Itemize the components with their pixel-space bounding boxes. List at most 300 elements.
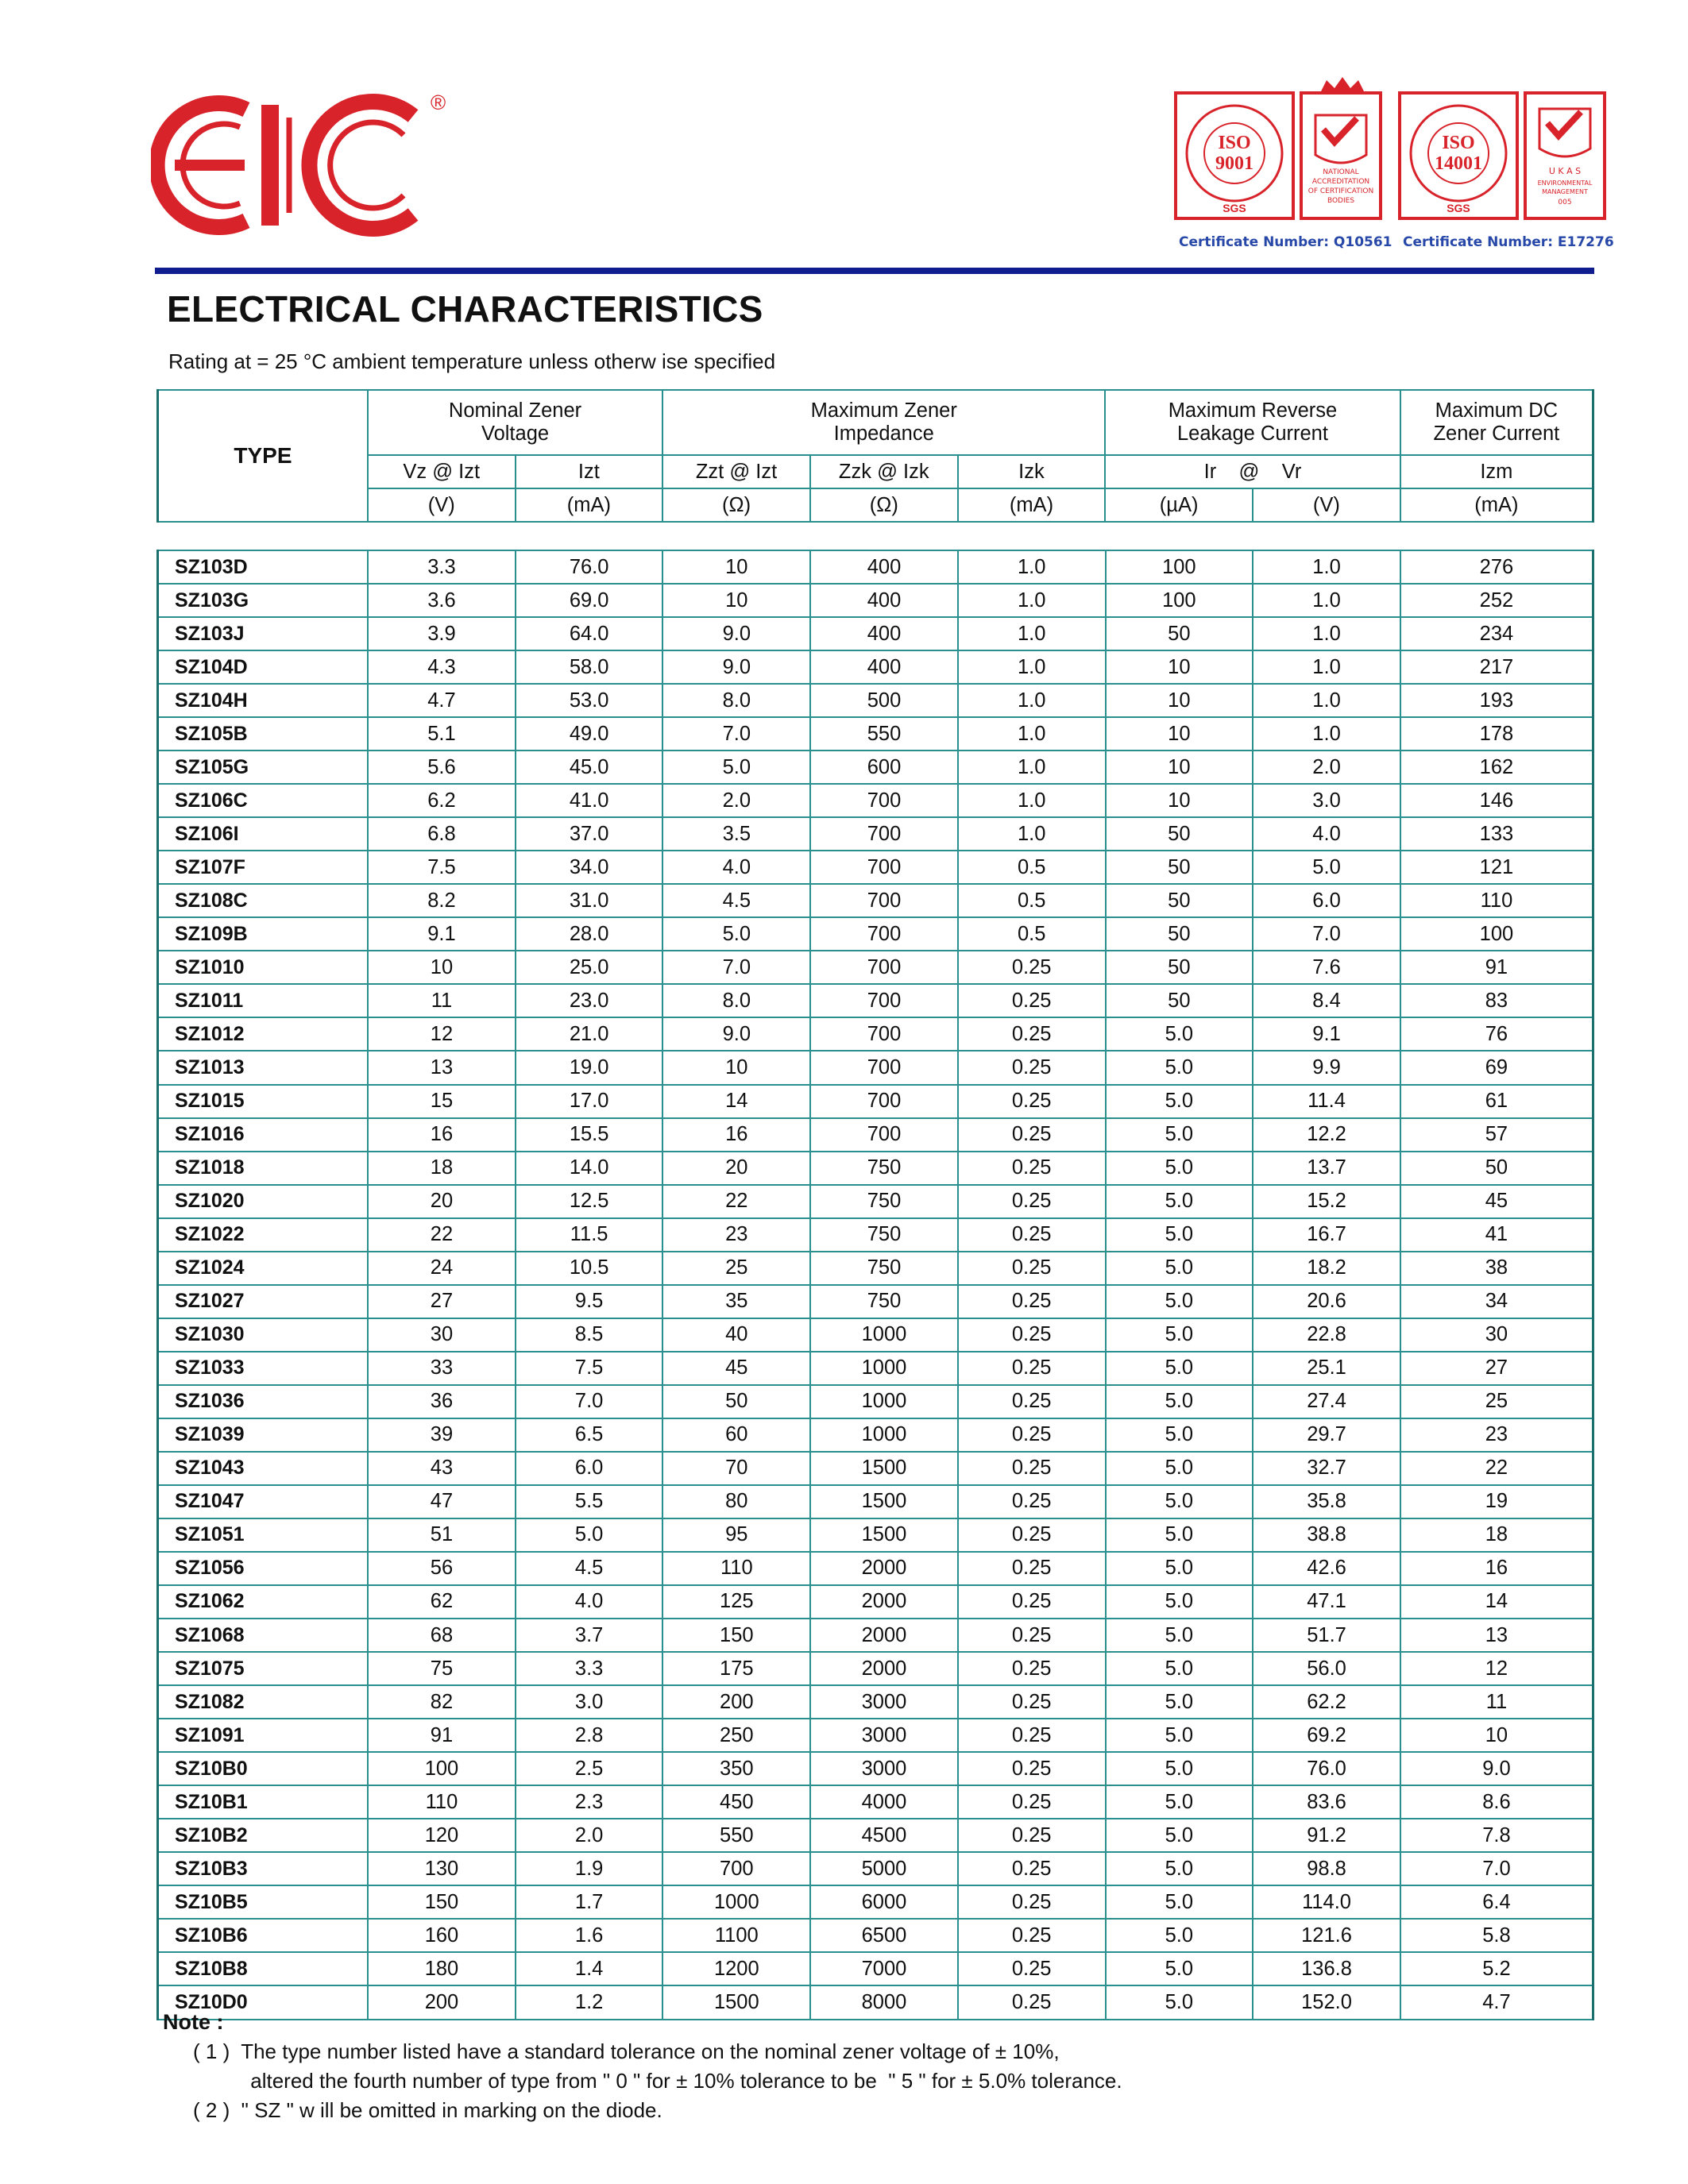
symbol-izk: Izk [958, 455, 1106, 488]
type-cell: SZ10B0 [158, 1752, 369, 1785]
value-cell: 7.5 [368, 851, 516, 884]
value-cell: 27 [1400, 1352, 1593, 1385]
value-cell: 1000 [810, 1385, 958, 1418]
value-cell: 133 [1400, 817, 1593, 851]
value-cell: 0.25 [958, 1352, 1106, 1385]
table-row [158, 1118, 1593, 1152]
value-cell: 5.8 [1400, 1919, 1593, 1952]
note-line: ( 2 ) " SZ " w ill be omitted in marking on the diode. [193, 2098, 662, 2122]
value-cell: 62.2 [1253, 1685, 1400, 1719]
value-cell: 1.0 [1253, 650, 1400, 684]
value-cell: 200 [368, 1985, 516, 2020]
value-cell: 0.25 [958, 1619, 1106, 1652]
value-cell: 41.0 [516, 784, 663, 817]
type-cell: SZ1056 [158, 1552, 369, 1585]
value-cell: 9.9 [1253, 1051, 1400, 1084]
value-cell: 1.0 [958, 584, 1106, 617]
value-cell: 2.3 [516, 1785, 663, 1819]
value-cell: 5.0 [1106, 1485, 1253, 1518]
header-divider [155, 268, 1594, 274]
value-cell: 45 [662, 1352, 810, 1385]
value-cell: 500 [810, 684, 958, 717]
table-row [158, 1518, 1593, 1552]
value-cell: 1.2 [516, 1985, 663, 2020]
svg-text:ENVIRONMENTAL: ENVIRONMENTAL [1537, 179, 1593, 187]
value-cell: 22 [368, 1218, 516, 1252]
value-cell: 1500 [810, 1518, 958, 1552]
value-cell: 8.2 [368, 884, 516, 917]
type-cell: SZ1051 [158, 1518, 369, 1552]
value-cell: 5.0 [1106, 1185, 1253, 1218]
type-cell: SZ103J [158, 617, 369, 650]
maximum-zener-impedance-header [662, 390, 1105, 455]
value-cell: 130 [368, 1852, 516, 1885]
table-row [158, 717, 1593, 751]
unit-cell: (Ω) [662, 488, 810, 522]
value-cell: 0.25 [958, 1819, 1106, 1852]
table-row [158, 1017, 1593, 1051]
value-cell: 76 [1400, 1017, 1593, 1051]
value-cell: 0.25 [958, 1285, 1106, 1318]
value-cell: 1000 [810, 1318, 958, 1352]
value-cell: 1.9 [516, 1852, 663, 1885]
value-cell: 33 [368, 1352, 516, 1385]
header-line: Nominal Zener [448, 399, 582, 422]
table-row [158, 851, 1593, 884]
type-cell: SZ1022 [158, 1218, 369, 1252]
type-cell: SZ1043 [158, 1452, 369, 1485]
value-cell: 5.0 [1106, 1985, 1253, 2020]
value-cell: 10 [368, 951, 516, 984]
value-cell: 49.0 [516, 717, 663, 751]
type-cell: SZ1012 [158, 1017, 369, 1051]
value-cell: 18 [368, 1152, 516, 1185]
value-cell: 8.5 [516, 1318, 663, 1352]
value-cell: 16 [368, 1118, 516, 1152]
value-cell: 11.4 [1253, 1085, 1400, 1118]
value-cell: 6500 [810, 1919, 958, 1952]
value-cell: 0.25 [958, 1652, 1106, 1685]
value-cell: 24 [368, 1252, 516, 1285]
value-cell: 110 [1400, 884, 1593, 917]
value-cell: 700 [810, 1017, 958, 1051]
value-cell: 5.0 [1106, 1552, 1253, 1585]
unit-cell: (mA) [958, 488, 1106, 522]
table-row [158, 1652, 1593, 1685]
table-row [158, 784, 1593, 817]
value-cell: 1.0 [958, 817, 1106, 851]
value-cell: 5.1 [368, 717, 516, 751]
value-cell: 3000 [810, 1685, 958, 1719]
value-cell: 69.0 [516, 584, 663, 617]
value-cell: 6.2 [368, 784, 516, 817]
value-cell: 6.0 [1253, 884, 1400, 917]
value-cell: 10 [1400, 1719, 1593, 1752]
type-cell: SZ10B1 [158, 1785, 369, 1819]
value-cell: 700 [810, 1051, 958, 1084]
type-cell: SZ105B [158, 717, 369, 751]
table-row [158, 1752, 1593, 1785]
certificate-number-q10561: Certificate Number: Q10561 [1179, 234, 1393, 250]
table-row [158, 1185, 1593, 1218]
value-cell: 16 [662, 1118, 810, 1152]
rating-conditions: Rating at = 25 °C ambient temperature unless otherw ise specified [168, 349, 776, 373]
value-cell: 5.0 [1106, 1118, 1253, 1152]
value-cell: 47 [368, 1485, 516, 1518]
value-cell: 700 [810, 1085, 958, 1118]
value-cell: 4.7 [368, 684, 516, 717]
value-cell: 9.5 [516, 1285, 663, 1318]
value-cell: 29.7 [1253, 1418, 1400, 1452]
value-cell: 234 [1400, 617, 1593, 650]
unit-cell: (V) [368, 488, 516, 522]
value-cell: 62 [368, 1585, 516, 1619]
value-cell: 50 [662, 1385, 810, 1418]
svg-text:SGS: SGS [1447, 202, 1470, 214]
value-cell: 9.0 [662, 650, 810, 684]
value-cell: 0.25 [958, 1252, 1106, 1285]
value-cell: 252 [1400, 584, 1593, 617]
characteristics-table-header [156, 389, 1594, 523]
type-cell: SZ10B8 [158, 1952, 369, 1985]
value-cell: 450 [662, 1785, 810, 1819]
value-cell: 700 [810, 817, 958, 851]
value-cell: 5.0 [1106, 1719, 1253, 1752]
value-cell: 0.25 [958, 1118, 1106, 1152]
value-cell: 3000 [810, 1719, 958, 1752]
svg-text:9001: 9001 [1215, 153, 1253, 174]
value-cell: 125 [662, 1585, 810, 1619]
value-cell: 550 [662, 1819, 810, 1852]
type-cell: SZ1047 [158, 1485, 369, 1518]
value-cell: 5.6 [368, 751, 516, 784]
value-cell: 5.0 [1106, 1785, 1253, 1819]
value-cell: 20 [368, 1185, 516, 1218]
value-cell: 3.3 [368, 550, 516, 584]
table-row [158, 1485, 1593, 1518]
value-cell: 27 [368, 1285, 516, 1318]
value-cell: 45.0 [516, 751, 663, 784]
value-cell: 750 [810, 1285, 958, 1318]
value-cell: 5.0 [1106, 1352, 1253, 1385]
value-cell: 43 [368, 1452, 516, 1485]
value-cell: 1.0 [958, 684, 1106, 717]
value-cell: 5.2 [1400, 1952, 1593, 1985]
type-cell: SZ106I [158, 817, 369, 851]
svg-text:NATIONAL: NATIONAL [1323, 168, 1359, 176]
value-cell: 7.6 [1253, 951, 1400, 984]
type-cell: SZ1075 [158, 1652, 369, 1685]
value-cell: 5.0 [1253, 851, 1400, 884]
value-cell: 25.0 [516, 951, 663, 984]
table-row [158, 1585, 1593, 1619]
value-cell: 2000 [810, 1619, 958, 1652]
value-cell: 1200 [662, 1952, 810, 1985]
certificate-number-e17276: Certificate Number: E17276 [1403, 234, 1614, 250]
header-line: Voltage [481, 423, 550, 445]
value-cell: 0.25 [958, 1585, 1106, 1619]
value-cell: 6.5 [516, 1418, 663, 1452]
value-cell: 1.0 [958, 650, 1106, 684]
value-cell: 5.0 [1106, 1518, 1253, 1552]
value-cell: 50 [1106, 917, 1253, 951]
type-cell: SZ10B3 [158, 1852, 369, 1885]
value-cell: 12 [368, 1017, 516, 1051]
value-cell: 5.0 [1106, 1819, 1253, 1852]
value-cell: 14.0 [516, 1152, 663, 1185]
value-cell: 5.0 [1106, 1452, 1253, 1485]
value-cell: 1.0 [958, 717, 1106, 751]
value-cell: 0.25 [958, 1885, 1106, 1919]
value-cell: 6.8 [368, 817, 516, 851]
table-row [158, 817, 1593, 851]
value-cell: 750 [810, 1152, 958, 1185]
value-cell: 4500 [810, 1819, 958, 1852]
value-cell: 0.25 [958, 1985, 1106, 2020]
value-cell: 5.0 [1106, 1919, 1253, 1952]
value-cell: 51 [368, 1518, 516, 1552]
value-cell: 250 [662, 1719, 810, 1752]
value-cell: 180 [368, 1952, 516, 1985]
value-cell: 1000 [662, 1885, 810, 1919]
symbol-ir: Ir [1203, 460, 1217, 483]
value-cell: 2.8 [516, 1719, 663, 1752]
value-cell: 15.5 [516, 1118, 663, 1152]
maximum-reverse-leakage-header [1105, 390, 1400, 455]
value-cell: 23.0 [516, 984, 663, 1017]
value-cell: 7.0 [516, 1385, 663, 1418]
value-cell: 0.25 [958, 1719, 1106, 1752]
value-cell: 31.0 [516, 884, 663, 917]
value-cell: 7.0 [1253, 917, 1400, 951]
type-cell: SZ1039 [158, 1418, 369, 1452]
value-cell: 61 [1400, 1085, 1593, 1118]
value-cell: 64.0 [516, 617, 663, 650]
value-cell: 5.0 [1106, 1652, 1253, 1685]
value-cell: 5.0 [1106, 1752, 1253, 1785]
value-cell: 8.0 [662, 684, 810, 717]
value-cell: 350 [662, 1752, 810, 1785]
value-cell: 0.25 [958, 1051, 1106, 1084]
value-cell: 22.8 [1253, 1318, 1400, 1352]
value-cell: 2.0 [1253, 751, 1400, 784]
value-cell: 10 [662, 550, 810, 584]
table-row [158, 1685, 1593, 1719]
value-cell: 37.0 [516, 817, 663, 851]
value-cell: 0.25 [958, 1552, 1106, 1585]
table-row [158, 550, 1593, 584]
value-cell: 0.25 [958, 1952, 1106, 1985]
value-cell: 0.25 [958, 1385, 1106, 1418]
symbol-at: @ [1238, 460, 1260, 483]
value-cell: 5000 [810, 1852, 958, 1885]
page-title: ELECTRICAL CHARACTERISTICS [167, 288, 763, 330]
value-cell: 8.6 [1400, 1785, 1593, 1819]
value-cell: 50 [1106, 851, 1253, 884]
nominal-zener-voltage-header [368, 390, 662, 455]
value-cell: 7.0 [662, 717, 810, 751]
table-row [158, 684, 1593, 717]
type-cell: SZ1011 [158, 984, 369, 1017]
value-cell: 1.0 [1253, 617, 1400, 650]
value-cell: 7.5 [516, 1352, 663, 1385]
value-cell: 0.25 [958, 1185, 1106, 1218]
value-cell: 146 [1400, 784, 1593, 817]
value-cell: 110 [662, 1552, 810, 1585]
value-cell: 58.0 [516, 650, 663, 684]
value-cell: 178 [1400, 717, 1593, 751]
unit-cell: (Ω) [810, 488, 958, 522]
value-cell: 6.0 [516, 1452, 663, 1485]
svg-text:MANAGEMENT: MANAGEMENT [1542, 188, 1588, 195]
table-row [158, 1785, 1593, 1819]
value-cell: 14 [662, 1085, 810, 1118]
table-row [158, 1385, 1593, 1418]
value-cell: 91 [368, 1719, 516, 1752]
value-cell: 8000 [810, 1985, 958, 2020]
type-cell: SZ1020 [158, 1185, 369, 1218]
value-cell: 25 [1400, 1385, 1593, 1418]
table-row [158, 1819, 1593, 1852]
value-cell: 19.0 [516, 1051, 663, 1084]
value-cell: 1.0 [958, 751, 1106, 784]
svg-text:OF CERTIFICATION: OF CERTIFICATION [1308, 187, 1374, 195]
value-cell: 41 [1400, 1218, 1593, 1252]
value-cell: 3000 [810, 1752, 958, 1785]
value-cell: 121 [1400, 851, 1593, 884]
value-cell: 13 [1400, 1619, 1593, 1652]
value-cell: 70 [662, 1452, 810, 1485]
value-cell: 1.7 [516, 1885, 663, 1919]
value-cell: 700 [810, 851, 958, 884]
type-cell: SZ1036 [158, 1385, 369, 1418]
table-row [158, 1285, 1593, 1318]
value-cell: 3.5 [662, 817, 810, 851]
svg-text:005: 005 [1558, 199, 1572, 206]
value-cell: 32.7 [1253, 1452, 1400, 1485]
value-cell: 51.7 [1253, 1619, 1400, 1652]
value-cell: 20.6 [1253, 1285, 1400, 1318]
value-cell: 18.2 [1253, 1252, 1400, 1285]
type-cell: SZ1068 [158, 1619, 369, 1652]
value-cell: 34.0 [516, 851, 663, 884]
type-cell: SZ10B5 [158, 1885, 369, 1919]
value-cell: 9.0 [662, 617, 810, 650]
header-line: Zener Current [1433, 423, 1560, 445]
type-cell: SZ1010 [158, 951, 369, 984]
table-row [158, 650, 1593, 684]
value-cell: 1000 [810, 1418, 958, 1452]
table-row [158, 984, 1593, 1017]
registered-mark: ® [431, 91, 446, 114]
type-cell: SZ1013 [158, 1051, 369, 1084]
value-cell: 5.0 [1106, 1418, 1253, 1452]
value-cell: 5.0 [1106, 1285, 1253, 1318]
value-cell: 5.0 [662, 751, 810, 784]
value-cell: 22 [662, 1185, 810, 1218]
value-cell: 1.4 [516, 1952, 663, 1985]
value-cell: 12 [1400, 1652, 1593, 1685]
type-cell: SZ104D [158, 650, 369, 684]
note-line: ( 1 ) The type number listed have a standard tolerance on the nominal zener voltage of ± 10%, [193, 2039, 1060, 2063]
value-cell: 82 [368, 1685, 516, 1719]
value-cell: 12.5 [516, 1185, 663, 1218]
value-cell: 1.6 [516, 1919, 663, 1952]
unit-cell: (mA) [516, 488, 663, 522]
value-cell: 15 [368, 1085, 516, 1118]
value-cell: 0.25 [958, 1318, 1106, 1352]
value-cell: 0.25 [958, 1852, 1106, 1885]
value-cell: 5.0 [1106, 1619, 1253, 1652]
value-cell: 750 [810, 1252, 958, 1285]
value-cell: 15.2 [1253, 1185, 1400, 1218]
value-cell: 4.0 [516, 1585, 663, 1619]
value-cell: 5.0 [516, 1518, 663, 1552]
value-cell: 10 [1106, 751, 1253, 784]
value-cell: 53.0 [516, 684, 663, 717]
type-cell: SZ104H [158, 684, 369, 717]
value-cell: 1.0 [958, 784, 1106, 817]
value-cell: 11 [1400, 1685, 1593, 1719]
value-cell: 16 [1400, 1552, 1593, 1585]
type-cell: SZ106C [158, 784, 369, 817]
value-cell: 83.6 [1253, 1785, 1400, 1819]
value-cell: 0.5 [958, 917, 1106, 951]
value-cell: 0.25 [958, 1452, 1106, 1485]
value-cell: 69.2 [1253, 1719, 1400, 1752]
value-cell: 6000 [810, 1885, 958, 1919]
value-cell: 550 [810, 717, 958, 751]
value-cell: 3.3 [516, 1652, 663, 1685]
value-cell: 200 [662, 1685, 810, 1719]
value-cell: 0.25 [958, 1518, 1106, 1552]
value-cell: 91 [1400, 951, 1593, 984]
value-cell: 700 [810, 1118, 958, 1152]
table-row [158, 1452, 1593, 1485]
header-line: Maximum DC [1435, 399, 1559, 422]
value-cell: 1.0 [1253, 717, 1400, 751]
value-cell: 1500 [662, 1985, 810, 2020]
svg-text:BODIES: BODIES [1327, 197, 1355, 205]
value-cell: 25 [662, 1252, 810, 1285]
value-cell: 50 [1106, 617, 1253, 650]
value-cell: 0.25 [958, 1152, 1106, 1185]
value-cell: 5.0 [1106, 1318, 1253, 1352]
svg-text:ISO: ISO [1442, 133, 1475, 153]
value-cell: 35 [662, 1285, 810, 1318]
value-cell: 12.2 [1253, 1118, 1400, 1152]
value-cell: 1100 [662, 1919, 810, 1952]
value-cell: 2000 [810, 1652, 958, 1685]
svg-text:ACCREDITATION: ACCREDITATION [1311, 178, 1370, 186]
unit-cell: (µA) [1105, 488, 1253, 522]
value-cell: 22 [1400, 1452, 1593, 1485]
value-cell: 50 [1400, 1152, 1593, 1185]
value-cell: 3.0 [1253, 784, 1400, 817]
value-cell: 100 [1400, 917, 1593, 951]
type-cell: SZ1062 [158, 1585, 369, 1619]
value-cell: 50 [1106, 951, 1253, 984]
table-row [158, 1885, 1593, 1919]
type-cell: SZ107F [158, 851, 369, 884]
value-cell: 3.7 [516, 1619, 663, 1652]
table-row [158, 1719, 1593, 1752]
value-cell: 0.25 [958, 1218, 1106, 1252]
type-cell: SZ1030 [158, 1318, 369, 1352]
value-cell: 5.0 [1106, 1952, 1253, 1985]
type-cell: SZ1024 [158, 1252, 369, 1285]
table-row [158, 1852, 1593, 1885]
